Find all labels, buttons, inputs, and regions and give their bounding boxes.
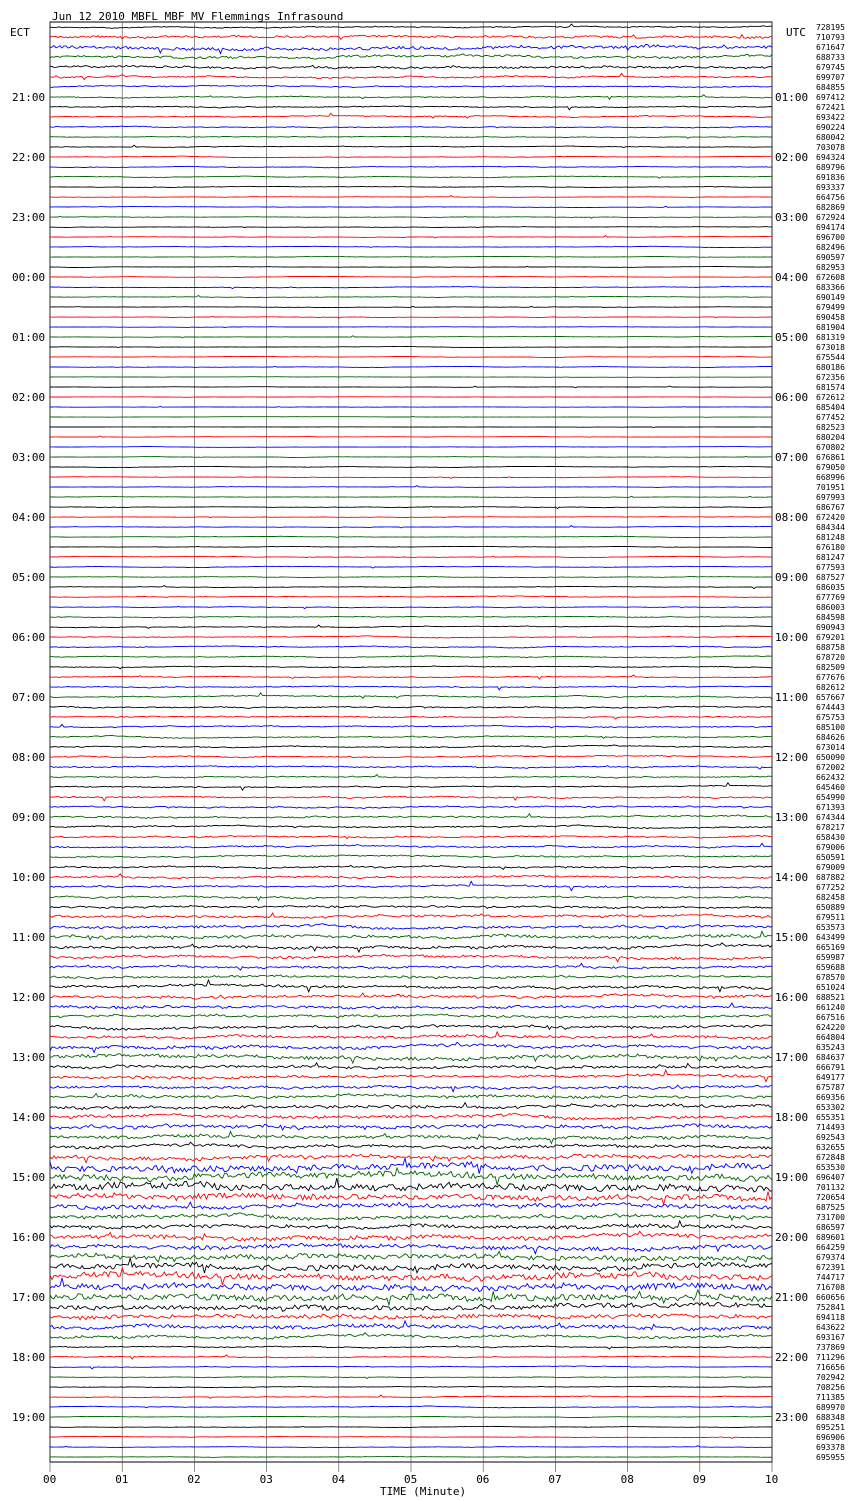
trace-value-label: 710793 xyxy=(816,33,845,42)
trace-value-label: 682953 xyxy=(816,263,845,272)
trace-value-label: 679745 xyxy=(816,63,845,72)
trace-value-label: 664804 xyxy=(816,1033,845,1042)
trace-value-label: 696407 xyxy=(816,1173,845,1182)
trace-value-labels xyxy=(816,23,845,1462)
right-hour-label: 06:00 xyxy=(775,391,809,404)
trace-value-label: 693422 xyxy=(816,113,845,122)
trace-value-label: 744717 xyxy=(816,1273,845,1282)
trace-value-label: 675544 xyxy=(816,353,845,362)
x-tick-label: 09 xyxy=(692,1473,707,1486)
trace-value-label: 701951 xyxy=(816,483,845,492)
x-tick-label: 01 xyxy=(115,1473,129,1486)
left-hour-label: 01:00 xyxy=(12,331,46,344)
trace-value-label: 680042 xyxy=(816,133,845,142)
right-hour-label: 07:00 xyxy=(775,451,809,464)
trace-value-label: 664756 xyxy=(816,193,845,202)
right-hour-label: 18:00 xyxy=(775,1111,809,1124)
trace-line xyxy=(50,427,772,428)
trace-value-label: 711296 xyxy=(816,1353,845,1362)
right-hour-label: 19:00 xyxy=(775,1171,809,1184)
chart-title: Jun 12 2010 MBFL MBF MV Flemmings Infrasound xyxy=(52,10,344,23)
trace-value-label: 670802 xyxy=(816,443,845,452)
trace-value-label: 672421 xyxy=(816,103,845,112)
trace-value-label: 682523 xyxy=(816,423,845,432)
trace-value-label: 690597 xyxy=(816,253,845,262)
left-hour-label: 15:00 xyxy=(12,1171,46,1184)
trace-value-label: 689796 xyxy=(816,163,845,172)
trace-value-label: 681904 xyxy=(816,323,845,332)
trace-line xyxy=(50,256,772,257)
trace-value-label: 649177 xyxy=(816,1073,845,1082)
trace-value-label: 677769 xyxy=(816,593,845,602)
x-tick-labels xyxy=(43,1473,778,1486)
trace-value-label: 674344 xyxy=(816,813,845,822)
trace-value-label: 682496 xyxy=(816,243,845,252)
right-hour-label: 01:00 xyxy=(775,91,809,104)
trace-value-label: 692543 xyxy=(816,1133,845,1142)
trace-value-label: 650591 xyxy=(816,853,845,862)
trace-value-label: 687882 xyxy=(816,873,845,882)
trace-value-label: 682869 xyxy=(816,203,845,212)
trace-value-label: 675787 xyxy=(816,1083,845,1092)
trace-value-label: 681574 xyxy=(816,383,845,392)
left-hour-label: 21:00 xyxy=(12,91,46,104)
trace-value-label: 690224 xyxy=(816,123,845,132)
trace-value-label: 665169 xyxy=(816,943,845,952)
trace-value-label: 651024 xyxy=(816,983,845,992)
right-hour-label: 15:00 xyxy=(775,931,809,944)
trace-value-label: 679499 xyxy=(816,303,845,312)
trace-value-label: 685100 xyxy=(816,723,845,732)
right-hour-label: 08:00 xyxy=(775,511,809,524)
trace-value-label: 680204 xyxy=(816,433,845,442)
x-tick-label: 02 xyxy=(187,1473,201,1486)
left-hour-label: 00:00 xyxy=(12,271,46,284)
trace-value-label: 673018 xyxy=(816,343,845,352)
trace-value-label: 716656 xyxy=(816,1363,845,1372)
trace-value-label: 690458 xyxy=(816,313,845,322)
x-tick-label: 07 xyxy=(548,1473,562,1486)
trace-value-label: 693337 xyxy=(816,183,845,192)
trace-value-label: 664259 xyxy=(816,1243,845,1252)
trace-value-label: 676861 xyxy=(816,453,845,462)
trace-line xyxy=(50,227,772,228)
trace-line xyxy=(50,517,772,518)
trace-value-label: 682509 xyxy=(816,663,845,672)
left-timezone-label: ECT xyxy=(10,26,30,39)
trace-value-label: 694174 xyxy=(816,223,845,232)
trace-value-label: 731700 xyxy=(816,1213,845,1222)
trace-value-label: 662432 xyxy=(816,773,845,782)
right-hour-label: 04:00 xyxy=(775,271,809,284)
left-hour-label: 12:00 xyxy=(12,991,46,1004)
trace-value-label: 690149 xyxy=(816,293,845,302)
trace-value-label: 688758 xyxy=(816,643,845,652)
right-hour-label: 05:00 xyxy=(775,331,809,344)
trace-value-label: 682458 xyxy=(816,893,845,902)
trace-value-label: 684637 xyxy=(816,1053,845,1062)
left-hour-label: 02:00 xyxy=(12,391,46,404)
trace-value-label: 683366 xyxy=(816,283,845,292)
x-tick-label: 00 xyxy=(43,1473,57,1486)
trace-value-label: 686767 xyxy=(816,503,845,512)
right-hour-label: 10:00 xyxy=(775,631,809,644)
trace-value-label: 702942 xyxy=(816,1373,845,1382)
trace-value-label: 716708 xyxy=(816,1283,845,1292)
right-hour-label: 02:00 xyxy=(775,151,809,164)
trace-value-label: 635243 xyxy=(816,1043,845,1052)
trace-value-label: 666791 xyxy=(816,1063,845,1072)
x-tick-label: 08 xyxy=(620,1473,634,1486)
left-hour-label: 16:00 xyxy=(12,1231,46,1244)
trace-value-label: 684855 xyxy=(816,83,845,92)
x-tick-label: 05 xyxy=(404,1473,418,1486)
trace-value-label: 681247 xyxy=(816,553,845,562)
right-hour-label: 17:00 xyxy=(775,1051,809,1064)
trace-value-label: 679006 xyxy=(816,843,845,852)
trace-value-label: 699707 xyxy=(816,73,845,82)
left-hour-label: 14:00 xyxy=(12,1111,46,1124)
trace-value-label: 677452 xyxy=(816,413,845,422)
trace-value-label: 673014 xyxy=(816,743,845,752)
trace-value-label: 695251 xyxy=(816,1423,845,1432)
trace-value-label: 657667 xyxy=(816,693,845,702)
right-hour-label: 23:00 xyxy=(775,1411,809,1424)
trace-value-label: 687525 xyxy=(816,1203,845,1212)
trace-value-label: 653530 xyxy=(816,1163,845,1172)
trace-value-label: 678720 xyxy=(816,653,845,662)
trace-value-label: 632655 xyxy=(816,1143,845,1152)
trace-value-label: 697412 xyxy=(816,93,845,102)
left-hour-label: 10:00 xyxy=(12,871,46,884)
left-hour-label: 17:00 xyxy=(12,1291,46,1304)
trace-line xyxy=(50,366,772,367)
trace-value-label: 669356 xyxy=(816,1093,845,1102)
trace-value-label: 672924 xyxy=(816,213,845,222)
trace-value-label: 684344 xyxy=(816,523,845,532)
trace-value-label: 686003 xyxy=(816,603,845,612)
left-hour-label: 19:00 xyxy=(12,1411,46,1424)
trace-value-label: 688521 xyxy=(816,993,845,1002)
trace-value-label: 672391 xyxy=(816,1263,845,1272)
trace-value-label: 677252 xyxy=(816,883,845,892)
left-hour-label: 13:00 xyxy=(12,1051,46,1064)
left-hour-label: 06:00 xyxy=(12,631,46,644)
right-hour-label: 16:00 xyxy=(775,991,809,1004)
trace-value-label: 696906 xyxy=(816,1433,845,1442)
x-tick-label: 04 xyxy=(331,1473,346,1486)
trace-value-label: 714493 xyxy=(816,1123,845,1132)
trace-value-label: 653302 xyxy=(816,1103,845,1112)
trace-value-label: 679009 xyxy=(816,863,845,872)
trace-value-label: 671647 xyxy=(816,43,845,52)
trace-value-label: 690943 xyxy=(816,623,845,632)
trace-value-label: 655351 xyxy=(816,1113,845,1122)
trace-value-label: 643622 xyxy=(816,1323,845,1332)
right-hour-label: 09:00 xyxy=(775,571,809,584)
left-hour-label: 11:00 xyxy=(12,931,46,944)
trace-value-label: 679374 xyxy=(816,1253,845,1262)
trace-value-label: 678570 xyxy=(816,973,845,982)
right-hour-label: 14:00 xyxy=(775,871,809,884)
trace-value-label: 693378 xyxy=(816,1443,845,1452)
trace-value-label: 661240 xyxy=(816,1003,845,1012)
trace-value-label: 672848 xyxy=(816,1153,845,1162)
trace-value-label: 660656 xyxy=(816,1293,845,1302)
trace-value-label: 659987 xyxy=(816,953,845,962)
trace-value-label: 686035 xyxy=(816,583,845,592)
trace-line xyxy=(50,447,772,448)
x-tick-label: 06 xyxy=(476,1473,490,1486)
trace-value-label: 693167 xyxy=(816,1333,845,1342)
trace-value-label: 695955 xyxy=(816,1453,845,1462)
trace-value-label: 688733 xyxy=(816,53,845,62)
left-hour-label: 04:00 xyxy=(12,511,46,524)
trace-value-label: 737869 xyxy=(816,1343,845,1352)
trace-line xyxy=(50,456,772,457)
x-axis-label: TIME (Minute) xyxy=(380,1485,467,1498)
trace-value-label: 696700 xyxy=(816,233,845,242)
trace-value-label: 687527 xyxy=(816,573,845,582)
right-hour-label: 03:00 xyxy=(775,211,809,224)
trace-value-label: 672002 xyxy=(816,763,845,772)
right-hour-label: 20:00 xyxy=(775,1231,809,1244)
trace-value-label: 672608 xyxy=(816,273,845,282)
trace-line xyxy=(50,266,772,267)
trace-value-label: 676180 xyxy=(816,543,845,552)
right-hour-label: 12:00 xyxy=(775,751,809,764)
left-hour-label: 22:00 xyxy=(12,151,46,164)
trace-value-label: 650090 xyxy=(816,753,845,762)
trace-value-label: 679201 xyxy=(816,633,845,642)
trace-value-label: 689970 xyxy=(816,1403,845,1412)
trace-line xyxy=(50,397,772,398)
trace-value-label: 672612 xyxy=(816,393,845,402)
trace-value-label: 679050 xyxy=(816,463,845,472)
trace-value-label: 697993 xyxy=(816,493,845,502)
left-hour-label: 08:00 xyxy=(12,751,46,764)
trace-value-label: 624220 xyxy=(816,1023,845,1032)
trace-value-label: 654990 xyxy=(816,793,845,802)
trace-value-label: 674443 xyxy=(816,703,845,712)
trace-value-label: 685404 xyxy=(816,403,845,412)
trace-value-label: 694118 xyxy=(816,1313,845,1322)
right-hour-label: 22:00 xyxy=(775,1351,809,1364)
trace-line xyxy=(50,377,772,378)
trace-value-label: 708256 xyxy=(816,1383,845,1392)
trace-value-label: 691836 xyxy=(816,173,845,182)
trace-value-label: 711385 xyxy=(816,1393,845,1402)
right-timezone-label: UTC xyxy=(786,26,806,39)
trace-value-label: 677593 xyxy=(816,563,845,572)
trace-value-label: 645460 xyxy=(816,783,845,792)
right-hour-label: 21:00 xyxy=(775,1291,809,1304)
trace-line xyxy=(50,416,772,417)
left-hour-label: 05:00 xyxy=(12,571,46,584)
trace-value-label: 701132 xyxy=(816,1183,845,1192)
trace-value-label: 667516 xyxy=(816,1013,845,1022)
trace-value-label: 672420 xyxy=(816,513,845,522)
trace-value-label: 684598 xyxy=(816,613,845,622)
trace-value-label: 679511 xyxy=(816,913,845,922)
left-hour-label: 03:00 xyxy=(12,451,46,464)
x-tick-label: 10 xyxy=(765,1473,779,1486)
left-hour-label: 07:00 xyxy=(12,691,46,704)
trace-value-label: 678217 xyxy=(816,823,845,832)
trace-value-label: 668996 xyxy=(816,473,845,482)
trace-value-label: 728195 xyxy=(816,23,845,32)
trace-value-label: 681319 xyxy=(816,333,845,342)
trace-value-label: 703078 xyxy=(816,143,845,152)
trace-value-label: 682612 xyxy=(816,683,845,692)
trace-value-label: 684626 xyxy=(816,733,845,742)
trace-value-label: 752841 xyxy=(816,1303,845,1312)
x-tick-label: 03 xyxy=(259,1473,273,1486)
trace-value-label: 720654 xyxy=(816,1193,845,1202)
left-hour-label: 23:00 xyxy=(12,211,46,224)
trace-value-label: 659688 xyxy=(816,963,845,972)
left-hour-label: 09:00 xyxy=(12,811,46,824)
right-hour-label: 13:00 xyxy=(775,811,809,824)
trace-value-label: 643499 xyxy=(816,933,845,942)
trace-value-label: 688348 xyxy=(816,1413,845,1422)
trace-value-label: 658430 xyxy=(816,833,845,842)
trace-value-label: 653573 xyxy=(816,923,845,932)
trace-value-label: 680186 xyxy=(816,363,845,372)
trace-value-label: 675753 xyxy=(816,713,845,722)
left-hour-label: 18:00 xyxy=(12,1351,46,1364)
trace-value-label: 681248 xyxy=(816,533,845,542)
right-hour-label: 11:00 xyxy=(775,691,809,704)
trace-value-label: 694324 xyxy=(816,153,845,162)
trace-value-label: 650889 xyxy=(816,903,845,912)
trace-value-label: 677676 xyxy=(816,673,845,682)
trace-value-label: 689601 xyxy=(816,1233,845,1242)
trace-value-label: 672356 xyxy=(816,373,845,382)
trace-value-label: 671393 xyxy=(816,803,845,812)
trace-value-label: 686597 xyxy=(816,1223,845,1232)
